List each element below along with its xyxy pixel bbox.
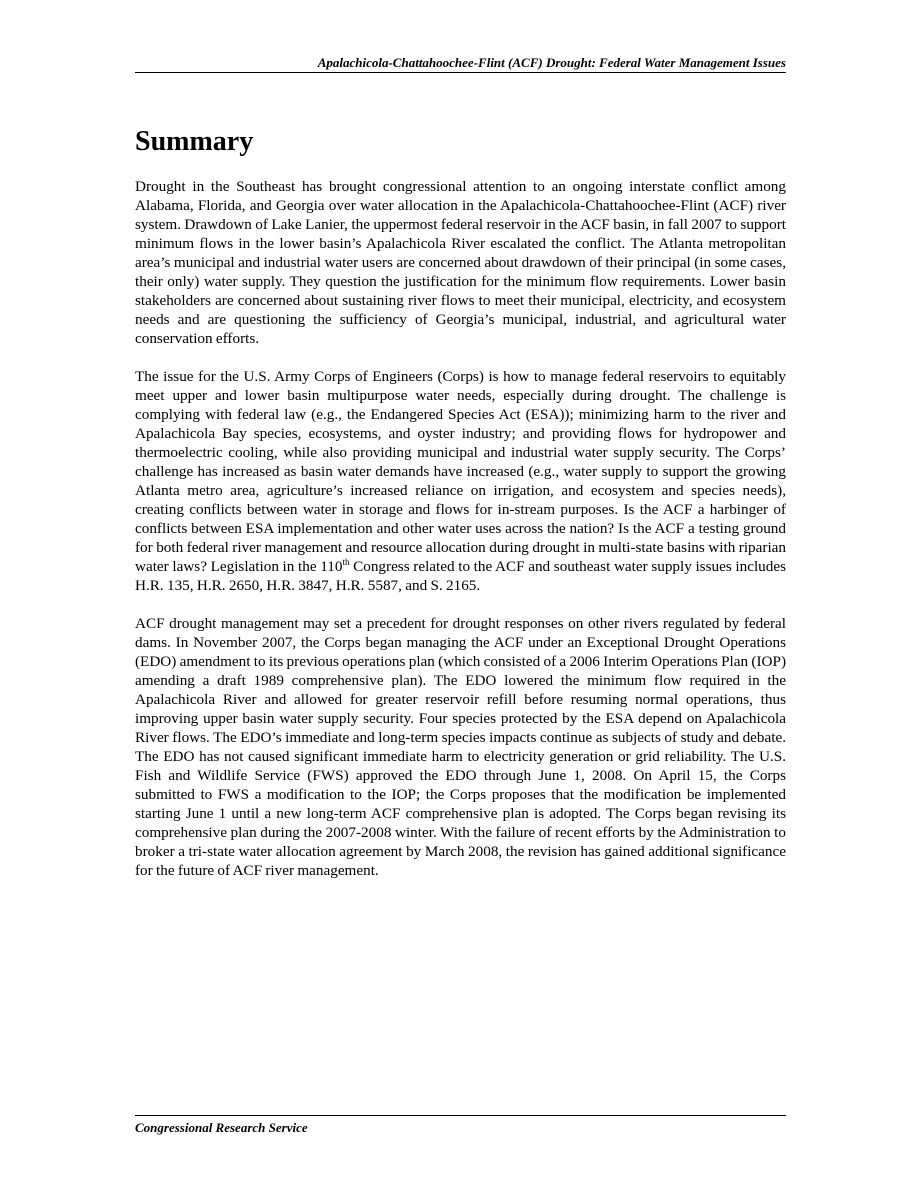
footer-rule — [135, 1115, 786, 1116]
section-title: Summary — [135, 126, 254, 157]
footer-source: Congressional Research Service — [135, 1120, 308, 1135]
paragraph-corps-issue-text: The issue for the U.S. Army Corps of Engineers (Corps) is how to manage federal reservoirs to equitably meet upper and lower basin multipurpose water needs, especially during drought. The challenge is complying with federal law (e.g., the Endangered Species Act (ESA)); minimizing harm to the river and Apalachicola Bay species, ecosystems, and oyster industry; and providing flows for hydropower and thermoelectric cooling, while also providing municipal and industrial water supply security. The Corps’ challenge has increased as basin water demands have increased (e.g., water supply to support the growing Atlanta metro area, agriculture’s increased reliance on irrigation, and ecosystem and species needs), creating conflicts between water in storage and flows for in-stream purposes. Is the ACF a harbinger of conflicts between ESA implementation and other water uses across the nation? Is the ACF a testing ground for both federal river management and resource allocation during drought in multi-state basins with riparian water laws? Legislation in the 110 — [135, 368, 786, 575]
paragraph-corps-issue — [135, 367, 786, 595]
paragraph-corps-issue-text-end: Congress related to the ACF and southeast water supply issues includes H.R. 135, H.R. 2650, H.R. 3847, H.R. 5587, and S. 2165. — [135, 558, 786, 594]
header-rule — [135, 72, 786, 73]
paragraph-drought-conflict: Drought in the Southeast has brought congressional attention to an ongoing interstate conflict among Alabama, Florida, and Georgia over water allocation in the Apalachicola-Chattahoochee-Flint (ACF) river system. Drawdown of Lake Lanier, the uppermost federal reservoir in the ACF basin, in fall 2007 to support minimum flows in the lower basin’s Apalachicola River escalated the conflict. The Atlanta metropolitan area’s municipal and industrial water users are concerned about drawdown of their principal (in some cases, their only) water supply. They question the justification for the minimum flow requirements. Lower basin stakeholders are concerned about sustaining river flows to meet their municipal, electricity, and ecosystem needs and are questioning the sufficiency of Georgia’s municipal, industrial, and agricultural water conservation efforts. — [135, 178, 786, 347]
paragraph-drought-management: ACF drought management may set a precedent for drought responses on other rivers regulated by federal dams. In November 2007, the Corps began managing the ACF under an Exceptional Drought Operations (EDO) amendment to its previous operations plan (which consisted of a 2006 Interim Operations Plan (IOP) amending a draft 1989 comprehensive plan). The EDO lowered the minimum flow required in the Apalachicola River and allowed for greater reservoir refill before resuming normal operations, thus improving upper basin water supply security. Four species protected by the ESA depend on Apalachicola River flows. The EDO’s immediate and long-term species impacts continue as subjects of study and debate. The EDO has not caused significant immediate harm to electricity generation or grid reliability. The U.S. Fish and Wildlife Service (FWS) approved the EDO through June 1, 2008. On April 15, the Corps submitted to FWS a modification to the IOP; the Corps proposes that the modification be implemented starting June 1 until a new long-term ACF comprehensive plan is adopted. The Corps began revising its comprehensive plan during the 2007-2008 winter. With the failure of recent efforts by the Administration to broker a tri-state water allocation agreement by March 2008, the revision has gained additional significance for the future of ACF river management. — [135, 615, 786, 879]
running-header: Apalachicola-Chattahoochee-Flint (ACF) Drought: Federal Water Management Issues — [317, 55, 786, 70]
ordinal-superscript: th — [342, 556, 350, 567]
summary-body — [135, 177, 786, 899]
